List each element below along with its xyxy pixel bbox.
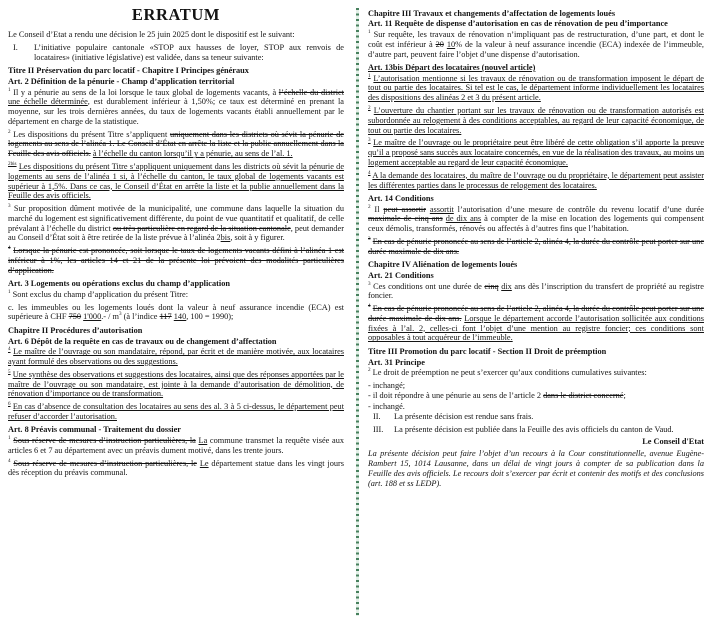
- section-heading: Art. 3 Logements ou opérations exclus du champ d’application: [8, 279, 230, 289]
- paragraph: $^1$ Sont exclus du champ d’application du présent Titre:: [8, 289, 188, 299]
- column-divider: [356, 8, 359, 616]
- paragraph: c. les immeubles ou les logements loués dont la valeur à neuf assurance incendie (ECA) est supérieure à CHF 750 $1'000.- / m^3$ (à l’indice 117 140, 100 = 1990);: [8, 302, 344, 322]
- section-heading: Chapitre III Travaux et changements d’affectation de logements loués: [368, 8, 616, 18]
- paragraph: $^2$ L’ouverture du chantier portant sur les travaux de rénovation ou de transformation autorisés est subordonnée au relogement à des conditions acceptables, au regard de leur capacité économique, de tout ou partie des locataires.: [368, 105, 704, 135]
- column-right-content: [368, 9, 704, 489]
- list-item: III. La présente décision est publiée dans la Feuille des avis officiels du canton de Vaud.: [373, 424, 674, 434]
- paragraph: $^2$ Il peut assortir assortit l’autorisation d’une mesure de contrôle du revenu locatif d’une durée maximale de cinq ans de dix ans à compter de la mise en location des logements qui compensent ceux démolis, transformés, rénovés ou affectés à d’autres fins que l’habitation.: [368, 203, 704, 234]
- list-item-dash: - inchangé;: [368, 381, 406, 391]
- paragraph: $^4$ A la demande des locataires, du maître de l’ouvrage ou du propriétaire, le département peut assister les différentes parties dans le processus de relogement des locataires.: [368, 169, 704, 190]
- paragraph: $^2$ Le droit de préemption ne peut s’exercer qu’aux conditions cumulatives suivantes:: [368, 367, 647, 378]
- column-left-content: [8, 30, 344, 478]
- document-title: ERRATUM: [131, 5, 221, 24]
- paragraph: Le Conseil d’Etat a rendu une décision le 25 juin 2025 dont le dispositif est le suivant:: [8, 30, 295, 40]
- list-item: I. L’initiative populaire cantonale «STOP aux hausses de loyer, STOP aux renvois de locataires» (initiative législative) est validée, dans sa teneur suivante:: [13, 42, 344, 62]
- section-heading: Art. 11 Requête de dispense d’autorisation en cas de rénovation de peu d’importance: [368, 19, 668, 29]
- section-heading: Chapitre IV Aliénation de logements loués: [368, 259, 518, 269]
- paragraph: $^4$ Le maître de l’ouvrage ou son mandataire, répond, par écrit et de manière motivée, aux locataires ayant formulé des observations ou des suggestions.: [8, 346, 344, 367]
- section-heading: Art. 2 Définition de la pénurie - Champ d’application territorial: [8, 76, 235, 86]
- paragraph: $^{2bis}$ Les dispositions du présent Titre s’appliquent uniquement dans les districts où sévit la pénurie de logements au sens de l’alinéa 1 si, à l’échelle du canton, le taux global de logements vacants est supérieur à 1,5%. Dans ce cas, le Conseil d’État en arrête la liste et la publie annuellement dans la Feuille des avis officiels.: [8, 161, 345, 201]
- appeal-notice: La présente décision peut faire l’objet d’un recours à la Cour constitutionnelle, avenue Eugène-Rambert 15, 1014 Lausanne, dans un délai de vingt jours à compter de sa publication dans la Feuille des avis officiels. Le recours doit s’exercer par écrit et contenir des motifs et des conclusions (art. 188 et ss LEDP).: [368, 449, 704, 488]
- paragraph: $^3$ Le maître de l’ouvrage ou le propriétaire peut être libéré de cette obligation s’il apporte la preuve qu’il a proposé sans succès aux locataire concernés, en vue de la réalisation des travaux, au moins un logement acceptable au regard de leur capacité économique.: [368, 137, 705, 167]
- list-marker: II.: [373, 411, 381, 421]
- section-heading: Art. 21 Conditions: [368, 270, 434, 280]
- section-heading: Art. 13bis Départ des locataires (nouvel article): [368, 62, 536, 72]
- column-right: [368, 5, 704, 622]
- list-item-dash: - il doit répondre à une pénurie au sens de l’article 2 dans le district concerné;: [368, 391, 626, 401]
- paragraph: $^3$ Sur proposition dûment motivée de la municipalité, une commune dans laquelle la situation du marché du logement est significativement différente, du point de vue quantitatif et qualitatif, de celle prévalant à l’échelle du district ou très particulière en regard de la situation cantonale, peut demander au Conseil d’État soit à être retirée de la liste prévue à l’alinéa 2bis, soit à y figurer.: [8, 203, 344, 243]
- section-heading: Art. 31 Principe: [368, 357, 425, 367]
- list-marker: III.: [373, 424, 384, 434]
- section-heading: Art. 8 Préavis communal - Traitement du dossier: [8, 425, 181, 435]
- list-item: II. La présente décision est rendue sans frais.: [373, 411, 534, 421]
- signature-line: Le Conseil d'Etat: [642, 437, 704, 447]
- paragraph: $^6$ En cas d’absence de consultation des locataires au sens des al. 3 à 5 ci-dessus, le département peut refuser d’accorder l’autorisation.: [8, 401, 344, 421]
- paragraph: $^3$ En cas de pénurie prononcée au sens de l’article 2, alinéa 4, la durée du contrôle peut porter sur une durée maximale de dix ans.: [368, 236, 705, 256]
- section-heading: Chapitre II Procédures d’autorisation: [8, 325, 143, 335]
- paragraph: $^1$ Sur requête, les travaux de rénovation n’impliquant pas de restructuration, d’une part, et dont le coût est inférieur à 20 10% de la valeur à neuf assurance incendie (ECA) indexée de l’immeuble, d’autre part, peuvent faire l’objet d’une dispense d’autorisation.: [368, 29, 705, 59]
- paragraph: $^4$ Lorsque la pénurie est prononcée, soit lorsque le taux de logements vacants défini à l’alinéa 1 est inférieur à 1%, les articles 14 et 21 de la présente loi prévoient des modalités particulières d’application.: [8, 245, 345, 275]
- paragraph: $^1$ Il y a pénurie au sens de la loi lorsque le taux global de logements vacants, à l’échelle du district une échelle déterminée, est durablement inférieur à 1,50%; ce taux est déterminé en prenant la moyenne, sur les trois dernières années, du taux de logements vacants établi annuellement par le département en charge de la statistique.: [8, 86, 344, 126]
- paragraph: $^2$ Les dispositions du présent Titre s’appliquent uniquement dans les districts où sévit la pénurie de logements au sens de l’alinéa 1. Le Conseil d’État en arrête la liste et la publie annuellement dans la Feuille des avis officiels. à l’échelle du canton lorsqu’il y a pénurie, au sens de l’al. 1.: [8, 128, 344, 159]
- paragraph: $^4$ Sous réserve de mesures d’instruction particulières, le Le département statue dans les vingt jours dès réception du préavis communal.: [8, 457, 345, 478]
- section-heading: Titre III Promotion du parc locatif - Section II Droit de préemption: [368, 346, 607, 356]
- paragraph: $^5$ Une synthèse des observations et suggestions des locataires, ainsi que des réponses apportées par le maître de l’ouvrage ou son mandataire, est jointe à la demande d’autorisation de démolition, de rénovation d’importance ou de transformation.: [8, 369, 344, 399]
- paragraph: $^3$ Ces conditions ont une durée de cinq dix ans dès l’inscription du transfert de propriété au registre foncier.: [368, 280, 704, 301]
- paragraph: $^1$ Sous réserve de mesures d’instruction particulières, la La commune transmet la requête visée aux articles 6 et 7 au département avec un préavis dument motivé, dans les trente jours.: [8, 435, 344, 455]
- section-heading: Art. 6 Dépôt de la requête en cas de travaux ou de changement d’affectation: [8, 336, 277, 346]
- column-left: [8, 5, 344, 622]
- paragraph: $^4$ En cas de pénurie prononcée au sens de l’article 2, alinéa 4, la durée du contrôle peut porter sur une durée maximale de dix ans. Lorsque le département accorde l’autorisation sollicitée aux conditions fixées à l’al. 2, celles-ci font l’objet d’une mention au registre foncier; ces conditions sont opposables à tout acquéreur de l’immeuble.: [368, 303, 705, 343]
- section-heading: Art. 14 Conditions: [368, 193, 434, 203]
- list-item-dash: - inchangé.: [368, 401, 405, 411]
- section-heading: Titre II Préservation du parc locatif - Chapitre I Principes généraux: [8, 65, 249, 75]
- list-marker: I.: [13, 42, 18, 52]
- paragraph: $^1$ L’autorisation mentionne si les travaux de rénovation ou de transformation imposent le départ de tout ou partie des locataires. Si tel est le cas, le département informe individuellement les locataires des dispositions des alinéas 2 et 3 du présent article.: [368, 72, 704, 103]
